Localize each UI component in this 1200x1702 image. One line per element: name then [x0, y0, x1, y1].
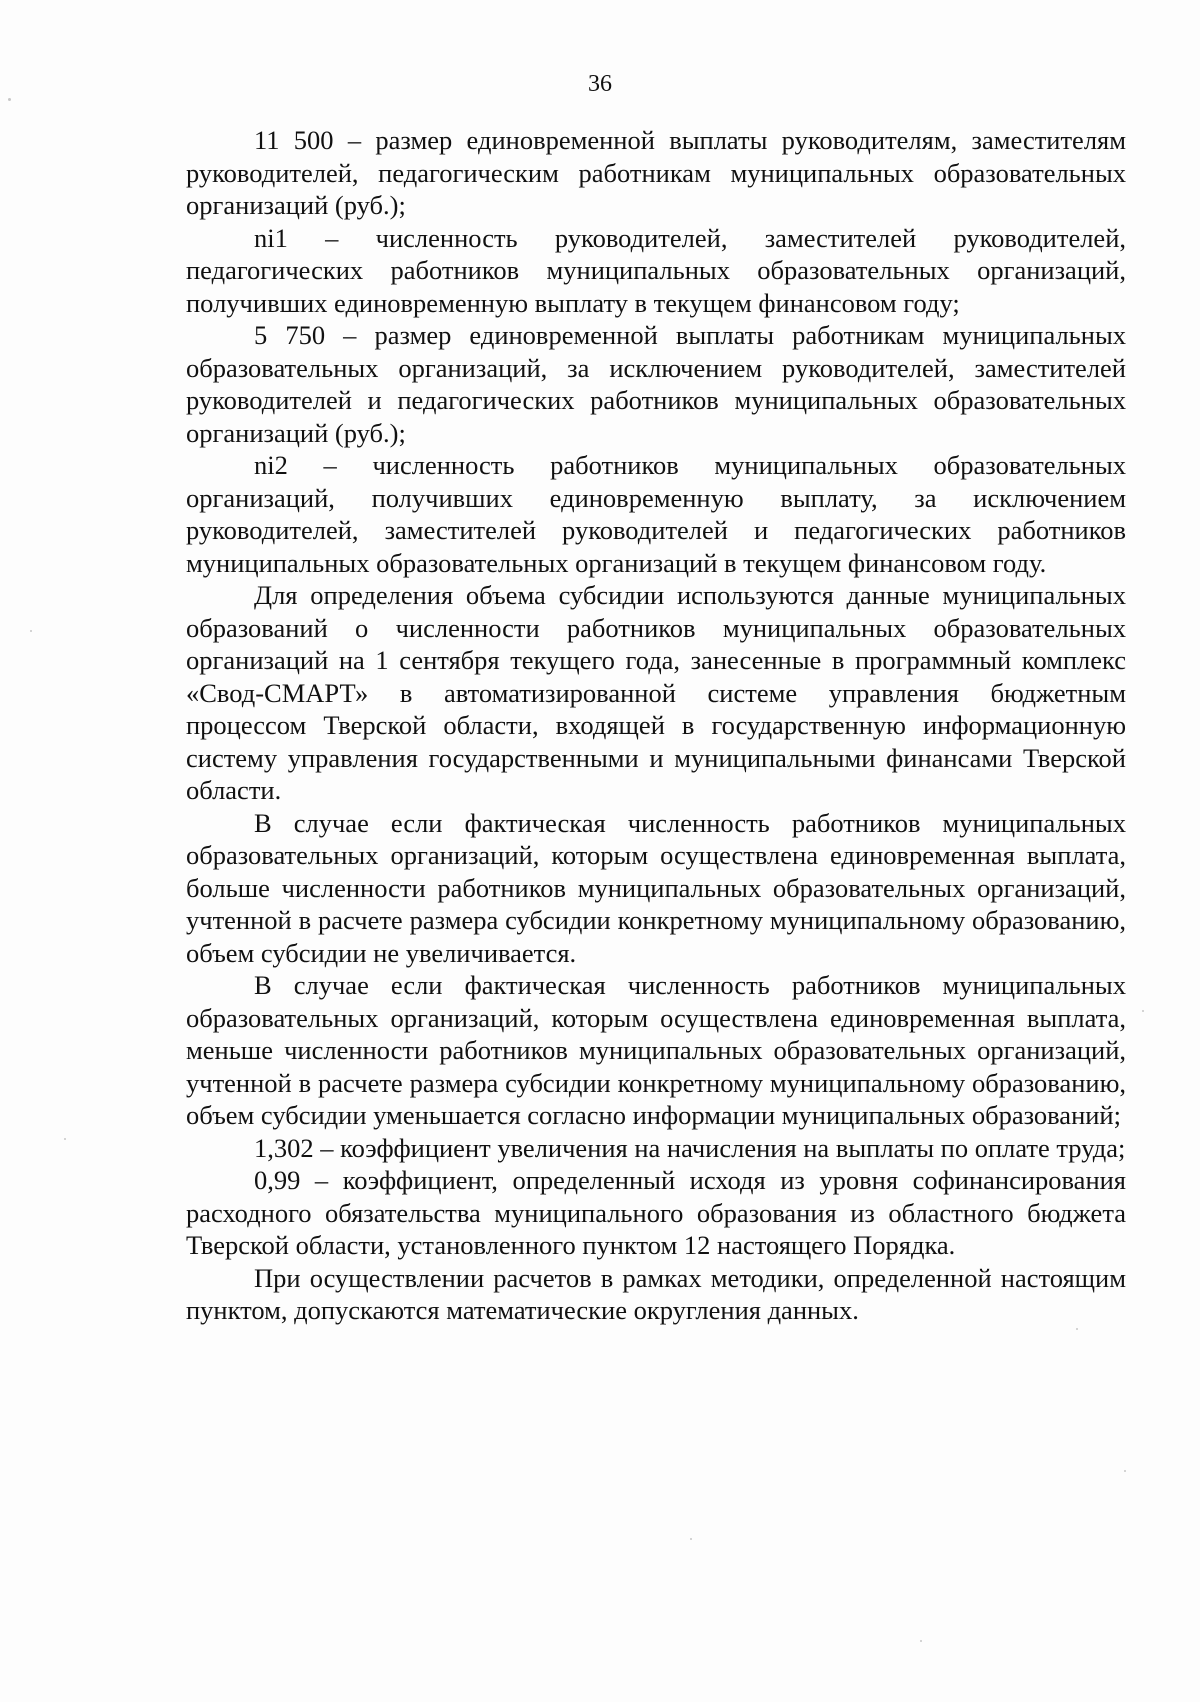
paragraph-actual-greater: В случае если фактическая численность работников муниципальных образовательных организаций, которым осуществлена единовременная выплата, больше численности работников муниципальных образовательных организаций, учтенной в расчете размера субсидии конкретному муниципальному образованию, объем субсидии не увеличивается.	[186, 807, 1126, 968]
scan-speck	[30, 630, 32, 632]
scan-speck	[1076, 1328, 1078, 1330]
scan-speck	[8, 98, 11, 101]
paragraph-payment-11500: 11 500 – размер единовременной выплаты руководителям, заместителям руководителей, педагогическим работникам муниципальных образовательных организаций (руб.);	[186, 125, 1126, 220]
paragraph-coefficient-099: 0,99 – коэффициент, определенный исходя из уровня софинансирования расходного обязательства муниципального образования из областного бюджета Тверской области, установленного пунктом 12 настоящего Порядка.	[186, 1165, 1126, 1260]
paragraph-actual-less: В случае если фактическая численность работников муниципальных образовательных организаций, которым осуществлена единовременная выплата, меньше численности работников муниципальных образовательных организаций, учтенной в расчете размера субсидии конкретному муниципальному образованию, объем субсидии уменьшается согласно информации муниципальных образований;	[186, 970, 1126, 1130]
page-number: 36	[588, 71, 612, 97]
scan-speck	[1124, 1470, 1126, 1472]
document-body	[186, 124, 1126, 1327]
paragraph-ni1: ni1 – численность руководителей, заместителей руководителей, педагогических работников муниципальных образовательных организаций, получивших единовременную выплату в текущем финансовом году;	[186, 222, 1126, 318]
paragraph-payment-5750: 5 750 – размер единовременной выплаты работникам муниципальных образовательных организаций, за исключением руководителей, заместителей руководителей и педагогических работников муниципальных образовательных организаций (руб.);	[186, 320, 1126, 448]
scan-speck	[1142, 1010, 1144, 1012]
paragraph-rounding: При осуществлении расчетов в рамках методики, определенной настоящим пунктом, допускаются математические округления данных.	[186, 1262, 1126, 1325]
scan-speck	[690, 1538, 692, 1540]
paragraph-subsidy-data: Для определения объема субсидии используются данные муниципальных образований о численности работников муниципальных образовательных организаций на 1 сентября текущего года, занесенные в программный комплекс «Свод-СМАРТ» в автоматизированной системе управления бюджетным процессом Тверской области, входящей в государственную информационную систему управления государственными и муниципальными финансами Тверской области.	[186, 580, 1126, 805]
scan-speck	[64, 1138, 66, 1140]
paragraph-ni2: ni2 – численность работников муниципальных образовательных организаций, получивших единовременную выплату, за исключением руководителей, заместителей руководителей и педагогических работников муниципальных образовательных организаций в текущем финансовом году.	[186, 450, 1126, 578]
paragraph-coefficient-1302: 1,302 – коэффициент увеличения на начисления на выплаты по оплате труда;	[254, 1132, 1126, 1163]
scan-speck	[920, 1640, 922, 1642]
